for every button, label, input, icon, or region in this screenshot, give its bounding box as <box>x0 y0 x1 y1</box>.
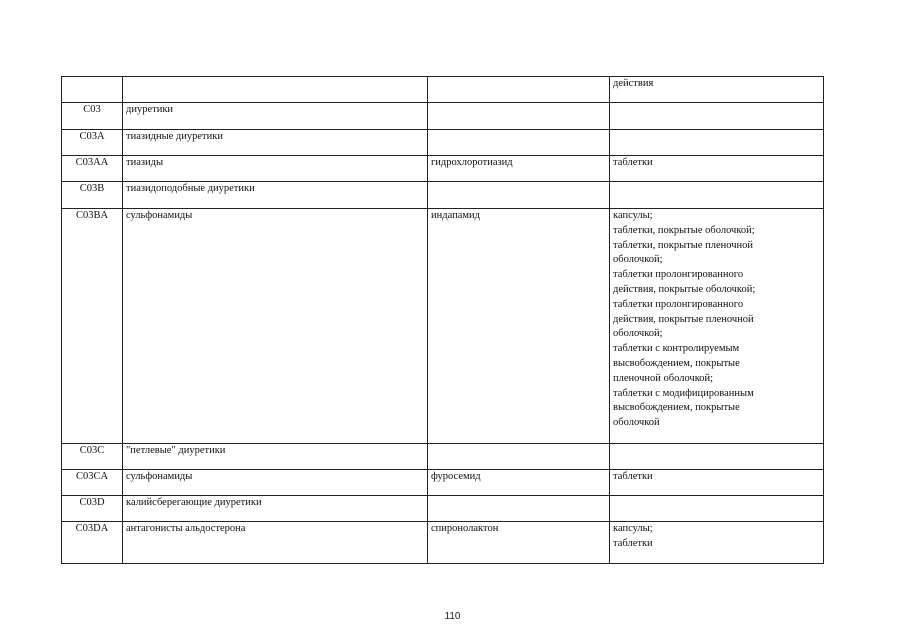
atc-code-cell: C03D <box>62 496 123 522</box>
group-name-cell: сульфонамиды <box>123 470 428 496</box>
atc-code-cell: C03DA <box>62 522 123 564</box>
group-name-cell: тиазидные диуретики <box>123 130 428 156</box>
table-row <box>62 496 824 522</box>
atc-code-cell: C03AA <box>62 156 123 182</box>
dosage-forms-cell: таблетки <box>610 156 824 182</box>
table-row <box>62 182 824 209</box>
drug-name-cell: индапамид <box>428 209 610 444</box>
group-name-cell: тиазидоподобные диуретики <box>123 182 428 209</box>
atc-code-cell: C03A <box>62 130 123 156</box>
table-row <box>62 156 824 182</box>
table-row <box>62 209 824 444</box>
table-row <box>62 522 824 564</box>
dosage-forms-cell <box>610 182 824 209</box>
dosage-forms-cell: действия <box>610 77 824 103</box>
atc-code-cell: C03 <box>62 103 123 130</box>
atc-code-cell: C03BA <box>62 209 123 444</box>
group-name-cell: калийсберегающие диуретики <box>123 496 428 522</box>
group-name-cell: "петлевые" диуретики <box>123 444 428 470</box>
atc-code-cell <box>62 77 123 103</box>
dosage-forms-cell <box>610 103 824 130</box>
table-row-continued <box>62 77 824 103</box>
group-name-cell: диуретики <box>123 103 428 130</box>
dosage-forms-cell <box>610 444 824 470</box>
table-row <box>62 444 824 470</box>
dosage-forms-cell: капсулы; таблетки, покрытые оболочкой; таблетки, покрытые пленочной оболочкой; таблетки пролонгированного действия, покрытые оболочкой; таблетки пролонгированного действия, покрытые пленочной оболочкой; таблетки с контролируемым высвобождением, покрытые пленочной оболочкой; таблетки с модифицированным высвобождением, покрытые оболочкой <box>610 209 824 444</box>
group-name-cell <box>123 77 428 103</box>
dosage-forms-cell: капсулы; таблетки <box>610 522 824 564</box>
group-name-cell: тиазиды <box>123 156 428 182</box>
dosage-forms-cell <box>610 496 824 522</box>
group-name-cell: антагонисты альдостерона <box>123 522 428 564</box>
drug-name-cell <box>428 444 610 470</box>
drug-table <box>61 76 824 564</box>
table-row <box>62 103 824 130</box>
atc-code-cell: C03CA <box>62 470 123 496</box>
drug-name-cell: спиронолактон <box>428 522 610 564</box>
drug-name-cell: гидрохлоротиазид <box>428 156 610 182</box>
drug-name-cell: фуросемид <box>428 470 610 496</box>
drug-name-cell <box>428 77 610 103</box>
page-number: 110 <box>444 611 461 622</box>
dosage-forms-cell: таблетки <box>610 470 824 496</box>
table-row <box>62 470 824 496</box>
atc-code-cell: C03B <box>62 182 123 209</box>
drug-name-cell <box>428 182 610 209</box>
drug-name-cell <box>428 103 610 130</box>
drug-name-cell <box>428 130 610 156</box>
atc-code-cell: C03C <box>62 444 123 470</box>
drug-name-cell <box>428 496 610 522</box>
dosage-forms-cell <box>610 130 824 156</box>
group-name-cell: сульфонамиды <box>123 209 428 444</box>
table-row <box>62 130 824 156</box>
